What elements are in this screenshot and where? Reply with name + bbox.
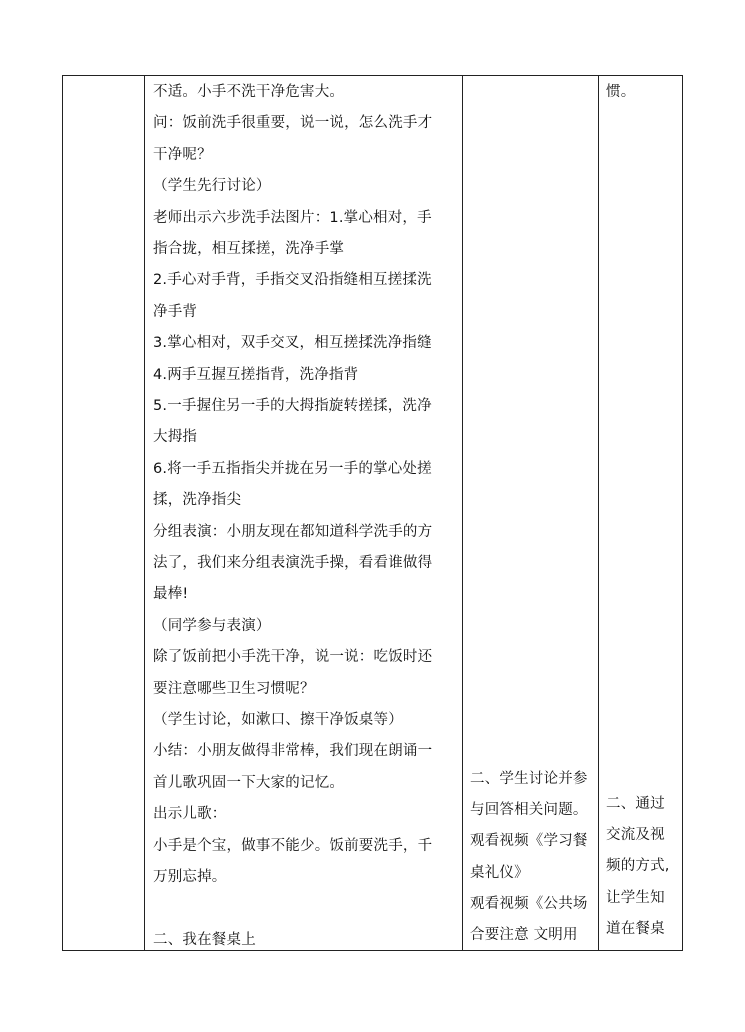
- text-line: 4.两手互握互搓指背，洗净指背: [153, 366, 359, 383]
- text-line: 6.将一手五指指尖并拢在另一手的掌心处搓: [153, 460, 432, 477]
- text-line: 老师出示六步洗手法图片：1.掌心相对，手: [153, 209, 432, 226]
- text-line: 二、通过: [606, 796, 665, 812]
- text-line: 大拇指: [153, 429, 198, 446]
- student-activity-cell: [463, 76, 599, 951]
- text-line: 3.掌心相对，双手交叉，相互搓揉洗净指缝: [153, 335, 432, 352]
- text-line: （同学参与表演）: [153, 617, 271, 634]
- design-intent-cell: [599, 76, 683, 951]
- text-line: 最棒!: [153, 586, 189, 603]
- text-line: 二、我在餐桌上: [153, 931, 256, 948]
- text-line: 出示儿歌：: [153, 806, 227, 823]
- table-row: [63, 76, 683, 951]
- text-line: 2.手心对手背，手指交叉沿指缝相互搓揉洗: [153, 272, 432, 289]
- text-line: 除了饭前把小手洗干净，说一说：吃饭时还: [153, 649, 433, 666]
- text-line: 桌礼仪》: [470, 864, 529, 881]
- text-line: 二、学生讨论并参: [470, 771, 588, 787]
- text-line: 要注意哪些卫生习惯呢？: [153, 680, 315, 697]
- text-line: 不适。小手不洗干净危害大。: [153, 84, 345, 100]
- teacher-activity-cell: [145, 76, 463, 951]
- text-line: 小结：小朋友做得非常棒，我们现在朗诵一: [153, 743, 433, 760]
- text-line: 万别忘掉。: [153, 869, 227, 885]
- text-line: 道在餐桌: [606, 920, 665, 937]
- text-line: 交流及视: [606, 827, 665, 844]
- text-line: 干净呢？: [153, 146, 212, 163]
- text-line: （学生先行讨论）: [153, 178, 271, 195]
- text-line: 首儿歌巩固一下大家的记忆。: [153, 774, 345, 791]
- stage-cell: [63, 76, 145, 951]
- text-line: 合要注意 文明用: [470, 927, 578, 943]
- text-line: 观看视频《学习餐: [470, 833, 588, 850]
- text-line: 小手是个宝，做事不能少。饭前要洗手，千: [153, 837, 433, 854]
- text-line: 揉，洗净指尖: [153, 492, 242, 509]
- text-line: 观看视频《公共场: [470, 895, 588, 912]
- text-line: 频的方式,: [606, 858, 670, 875]
- text-line: 5.一手握住另一手的大拇指旋转搓揉，洗净: [153, 398, 432, 414]
- text-line: （学生讨论，如漱口、擦干净饭桌等）: [153, 712, 403, 728]
- text-line: 法了，我们来分组表演洗手操，看看谁做得: [153, 555, 433, 571]
- text-line: 净手背: [153, 303, 198, 320]
- text-line: 分组表演：小朋友现在都知道科学洗手的方: [153, 523, 433, 540]
- text-line: 惯。: [606, 84, 636, 100]
- text-line: 指合拢，相互揉搓，洗净手掌: [153, 241, 345, 257]
- text-line: 与回答相关问题。: [470, 802, 588, 819]
- text-line: 问：饭前洗手很重要，说一说，怎么洗手才: [153, 115, 433, 132]
- text-line: 让学生知: [606, 889, 665, 906]
- lesson-plan-table: [62, 75, 683, 951]
